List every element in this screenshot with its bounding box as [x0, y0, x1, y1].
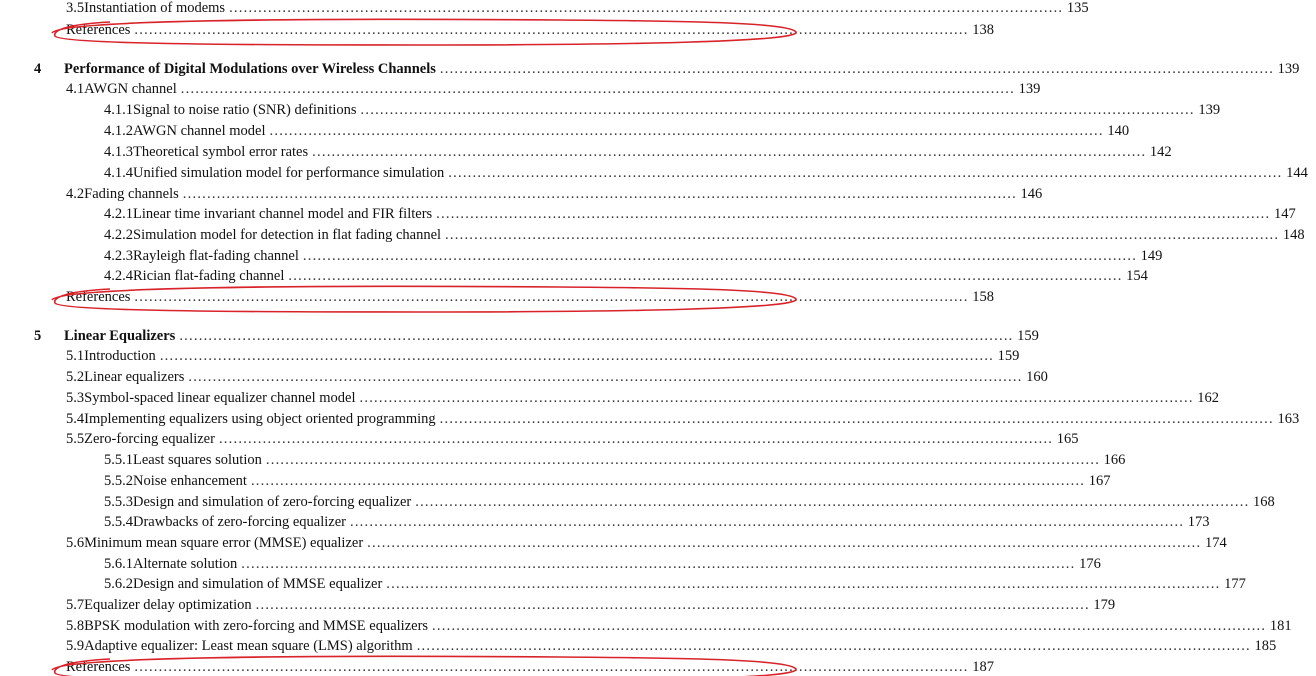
toc-entry-title: Symbol-spaced linear equalizer channel model — [84, 390, 356, 406]
dot-leader — [415, 494, 1247, 510]
toc-entry-page: 163 — [1277, 411, 1300, 427]
toc-entry-title: Alternate solution — [133, 556, 238, 572]
dot-leader — [432, 618, 1264, 634]
dot-leader — [361, 102, 1193, 118]
dot-leader — [134, 22, 966, 38]
dot-leader — [367, 535, 1199, 551]
dot-leader — [256, 597, 1088, 613]
toc-entry[interactable] — [0, 531, 1227, 551]
toc-entry-page: 139 — [1018, 81, 1041, 97]
toc-entry-number: 5.6 — [66, 535, 85, 551]
toc-chapter-entry[interactable] — [0, 324, 1039, 344]
toc-entry-title: Adaptive equalizer: Least mean square (LMS) algorithm — [84, 638, 413, 654]
toc-references-entry[interactable] — [0, 655, 994, 675]
toc-entry-number: 4.1.1 — [104, 102, 133, 118]
toc-entry-number: 4.2 — [66, 186, 85, 202]
toc-references-entry[interactable] — [0, 18, 994, 38]
toc-entry-title: Rayleigh flat-fading channel — [133, 248, 299, 264]
toc-entry-page: 147 — [1273, 206, 1296, 222]
toc-entry[interactable] — [0, 634, 1277, 654]
dot-leader — [270, 123, 1102, 139]
toc-entry-title: Minimum mean square error (MMSE) equalizer — [84, 535, 364, 551]
toc-entry[interactable] — [0, 448, 1126, 468]
toc-entry-page: 179 — [1093, 597, 1116, 613]
toc-entry-page: 135 — [1066, 0, 1089, 16]
toc-entry[interactable] — [0, 572, 1246, 592]
toc-entry-number: 5.8 — [66, 618, 85, 634]
toc-entry-number: 5.2 — [66, 369, 85, 385]
toc-entry-title: References — [66, 22, 131, 38]
toc-entry-number: 5.9 — [66, 638, 85, 654]
toc-entry-title: References — [66, 289, 131, 305]
toc-entry[interactable] — [0, 469, 1111, 489]
toc-entry-title: Fading channels — [84, 186, 179, 202]
toc-entry-title: AWGN channel model — [133, 123, 266, 139]
toc-entry-number: 4.1.4 — [104, 165, 133, 181]
toc-entry-title: Rician flat-fading channel — [133, 268, 285, 284]
toc-entry[interactable] — [0, 264, 1148, 284]
toc-entry-number: 4.1.3 — [104, 144, 133, 160]
dot-leader — [241, 556, 1073, 572]
toc-entry-number: 5.5.1 — [104, 452, 133, 468]
toc-entry-number: 3.5 — [66, 0, 85, 16]
toc-entry-title: AWGN channel — [84, 81, 177, 97]
toc-entry[interactable] — [0, 244, 1163, 264]
toc-entry[interactable] — [0, 427, 1079, 447]
toc-entry[interactable] — [0, 182, 1043, 202]
toc-entry-title: References — [66, 659, 131, 675]
dot-leader — [303, 248, 1135, 264]
toc-entry-number: 5.5.4 — [104, 514, 133, 530]
toc-entry-page: 168 — [1253, 494, 1275, 510]
toc-entry-title: BPSK modulation with zero-forcing and MMSE equalizers — [84, 618, 429, 634]
toc-entry-page: 167 — [1088, 473, 1111, 489]
toc-entry-page: 146 — [1020, 186, 1043, 202]
toc-entry[interactable] — [0, 386, 1220, 406]
toc-entry-number: 5.4 — [66, 411, 85, 427]
toc-entry-number: 4.1.2 — [104, 123, 133, 139]
toc-entry-page: 176 — [1079, 556, 1101, 572]
toc-entry-title: Implementing equalizers using object oriented programming — [84, 411, 436, 427]
toc-entry-page: 159 — [1017, 328, 1039, 344]
toc-entry-number: 4 — [34, 61, 42, 77]
toc-entry-number: 5.7 — [66, 597, 85, 613]
toc-entry-page: 174 — [1204, 535, 1227, 551]
toc-entry-page: 154 — [1126, 268, 1148, 284]
toc-entry[interactable] — [0, 344, 1020, 364]
dot-leader — [350, 514, 1182, 530]
toc-entry[interactable] — [0, 510, 1210, 530]
toc-entry-title: Linear time invariant channel model and FIR filters — [133, 206, 433, 222]
toc-entry-title: Simulation model for detection in flat fading channel — [133, 227, 442, 243]
toc-entry-title: Signal to noise ratio (SNR) definitions — [133, 102, 357, 118]
toc-entry-page: 185 — [1254, 638, 1277, 654]
toc-entry-page: 160 — [1026, 369, 1048, 385]
toc-entry-title: Design and simulation of MMSE equalizer — [133, 576, 383, 592]
dot-leader — [134, 659, 966, 675]
toc-entry-page: 177 — [1224, 576, 1246, 592]
toc-entry-page: 149 — [1140, 248, 1163, 264]
toc-entry-title: Linear Equalizers — [64, 328, 176, 344]
dot-leader — [417, 638, 1249, 654]
dot-leader — [448, 165, 1280, 181]
toc-entry-page: 142 — [1149, 144, 1172, 160]
toc-entry[interactable] — [0, 202, 1296, 222]
toc-entry-page: 140 — [1107, 123, 1130, 139]
toc-entry[interactable] — [0, 490, 1275, 510]
toc-entry[interactable] — [0, 0, 1089, 16]
toc-entry[interactable] — [0, 614, 1292, 634]
toc-entry-title: Equalizer delay optimization — [84, 597, 252, 613]
toc-entry[interactable] — [0, 119, 1130, 139]
toc-entry-number: 4.2.2 — [104, 227, 133, 243]
dot-leader — [312, 144, 1144, 160]
toc-entry-page: 187 — [972, 659, 994, 675]
toc-entry-number: 4.2.1 — [104, 206, 133, 222]
toc-entry[interactable] — [0, 77, 1041, 97]
toc-entry-title: Design and simulation of zero-forcing equalizer — [133, 494, 412, 510]
toc-entry-number: 4.2.4 — [104, 268, 133, 284]
dot-leader — [360, 390, 1192, 406]
toc-entry-page: 158 — [972, 289, 994, 305]
toc-entry-page: 181 — [1269, 618, 1292, 634]
toc-entry-number: 5.6.2 — [104, 576, 133, 592]
toc-entry-number: 5.5.2 — [104, 473, 133, 489]
toc-entry-number: 5.1 — [66, 348, 85, 364]
toc-entry-page: 162 — [1197, 390, 1220, 406]
dot-leader — [288, 268, 1120, 284]
dot-leader — [229, 0, 1061, 16]
toc-references-entry[interactable] — [0, 285, 994, 305]
toc-entry-number: 5.5.3 — [104, 494, 133, 510]
dot-leader — [251, 473, 1083, 489]
dot-leader — [188, 369, 1020, 385]
dot-leader — [445, 227, 1277, 243]
toc-entry-page: 159 — [997, 348, 1020, 364]
toc-entry-title: Zero-forcing equalizer — [84, 431, 215, 447]
dot-leader — [266, 452, 1098, 468]
toc-entry-page: 165 — [1056, 431, 1079, 447]
toc-entry[interactable] — [0, 593, 1116, 613]
toc-entry-title: Unified simulation model for performance simulation — [133, 165, 445, 181]
toc-entry-page: 166 — [1103, 452, 1126, 468]
toc-entry[interactable] — [0, 161, 1308, 181]
dot-leader — [219, 431, 1051, 447]
toc-entry-number: 5.3 — [66, 390, 85, 406]
toc-entry[interactable] — [0, 98, 1221, 118]
toc-entry-page: 173 — [1187, 514, 1210, 530]
toc-entry-title: Introduction — [84, 348, 156, 364]
toc-entry-page: 139 — [1198, 102, 1221, 118]
dot-leader — [440, 61, 1272, 77]
dot-leader — [134, 289, 966, 305]
toc-entry-page: 144 — [1286, 165, 1308, 181]
toc-entry-title: Noise enhancement — [133, 473, 247, 489]
toc-entry[interactable] — [0, 365, 1048, 385]
dot-leader — [179, 328, 1011, 344]
toc-entry-title: Least squares solution — [133, 452, 262, 468]
toc-entry-number: 5.5 — [66, 431, 85, 447]
toc-entry-page: 148 — [1282, 227, 1305, 243]
toc-entry-number: 5.6.1 — [104, 556, 133, 572]
toc-entry[interactable] — [0, 407, 1300, 427]
toc-chapter-entry[interactable] — [0, 57, 1300, 77]
toc-entry-number: 4.2.3 — [104, 248, 133, 264]
toc-entry[interactable] — [0, 140, 1172, 160]
toc-entry-page: 138 — [972, 22, 994, 38]
toc-entry-title: Performance of Digital Modulations over Wireless Channels — [64, 61, 436, 77]
toc-entry-number: 4.1 — [66, 81, 85, 97]
toc-entry[interactable] — [0, 223, 1305, 243]
toc-entry[interactable] — [0, 552, 1101, 572]
dot-leader — [160, 348, 992, 364]
dot-leader — [386, 576, 1218, 592]
toc-entry-title: Drawbacks of zero-forcing equalizer — [133, 514, 346, 530]
toc-entry-title: Instantiation of modems — [84, 0, 226, 16]
toc-entry-number: 5 — [34, 328, 42, 344]
dot-leader — [181, 81, 1013, 97]
dot-leader — [183, 186, 1015, 202]
dot-leader — [436, 206, 1268, 222]
dot-leader — [440, 411, 1272, 427]
toc-entry-title: Theoretical symbol error rates — [133, 144, 309, 160]
toc-entry-title: Linear equalizers — [84, 369, 185, 385]
toc-entry-page: 139 — [1277, 61, 1300, 77]
